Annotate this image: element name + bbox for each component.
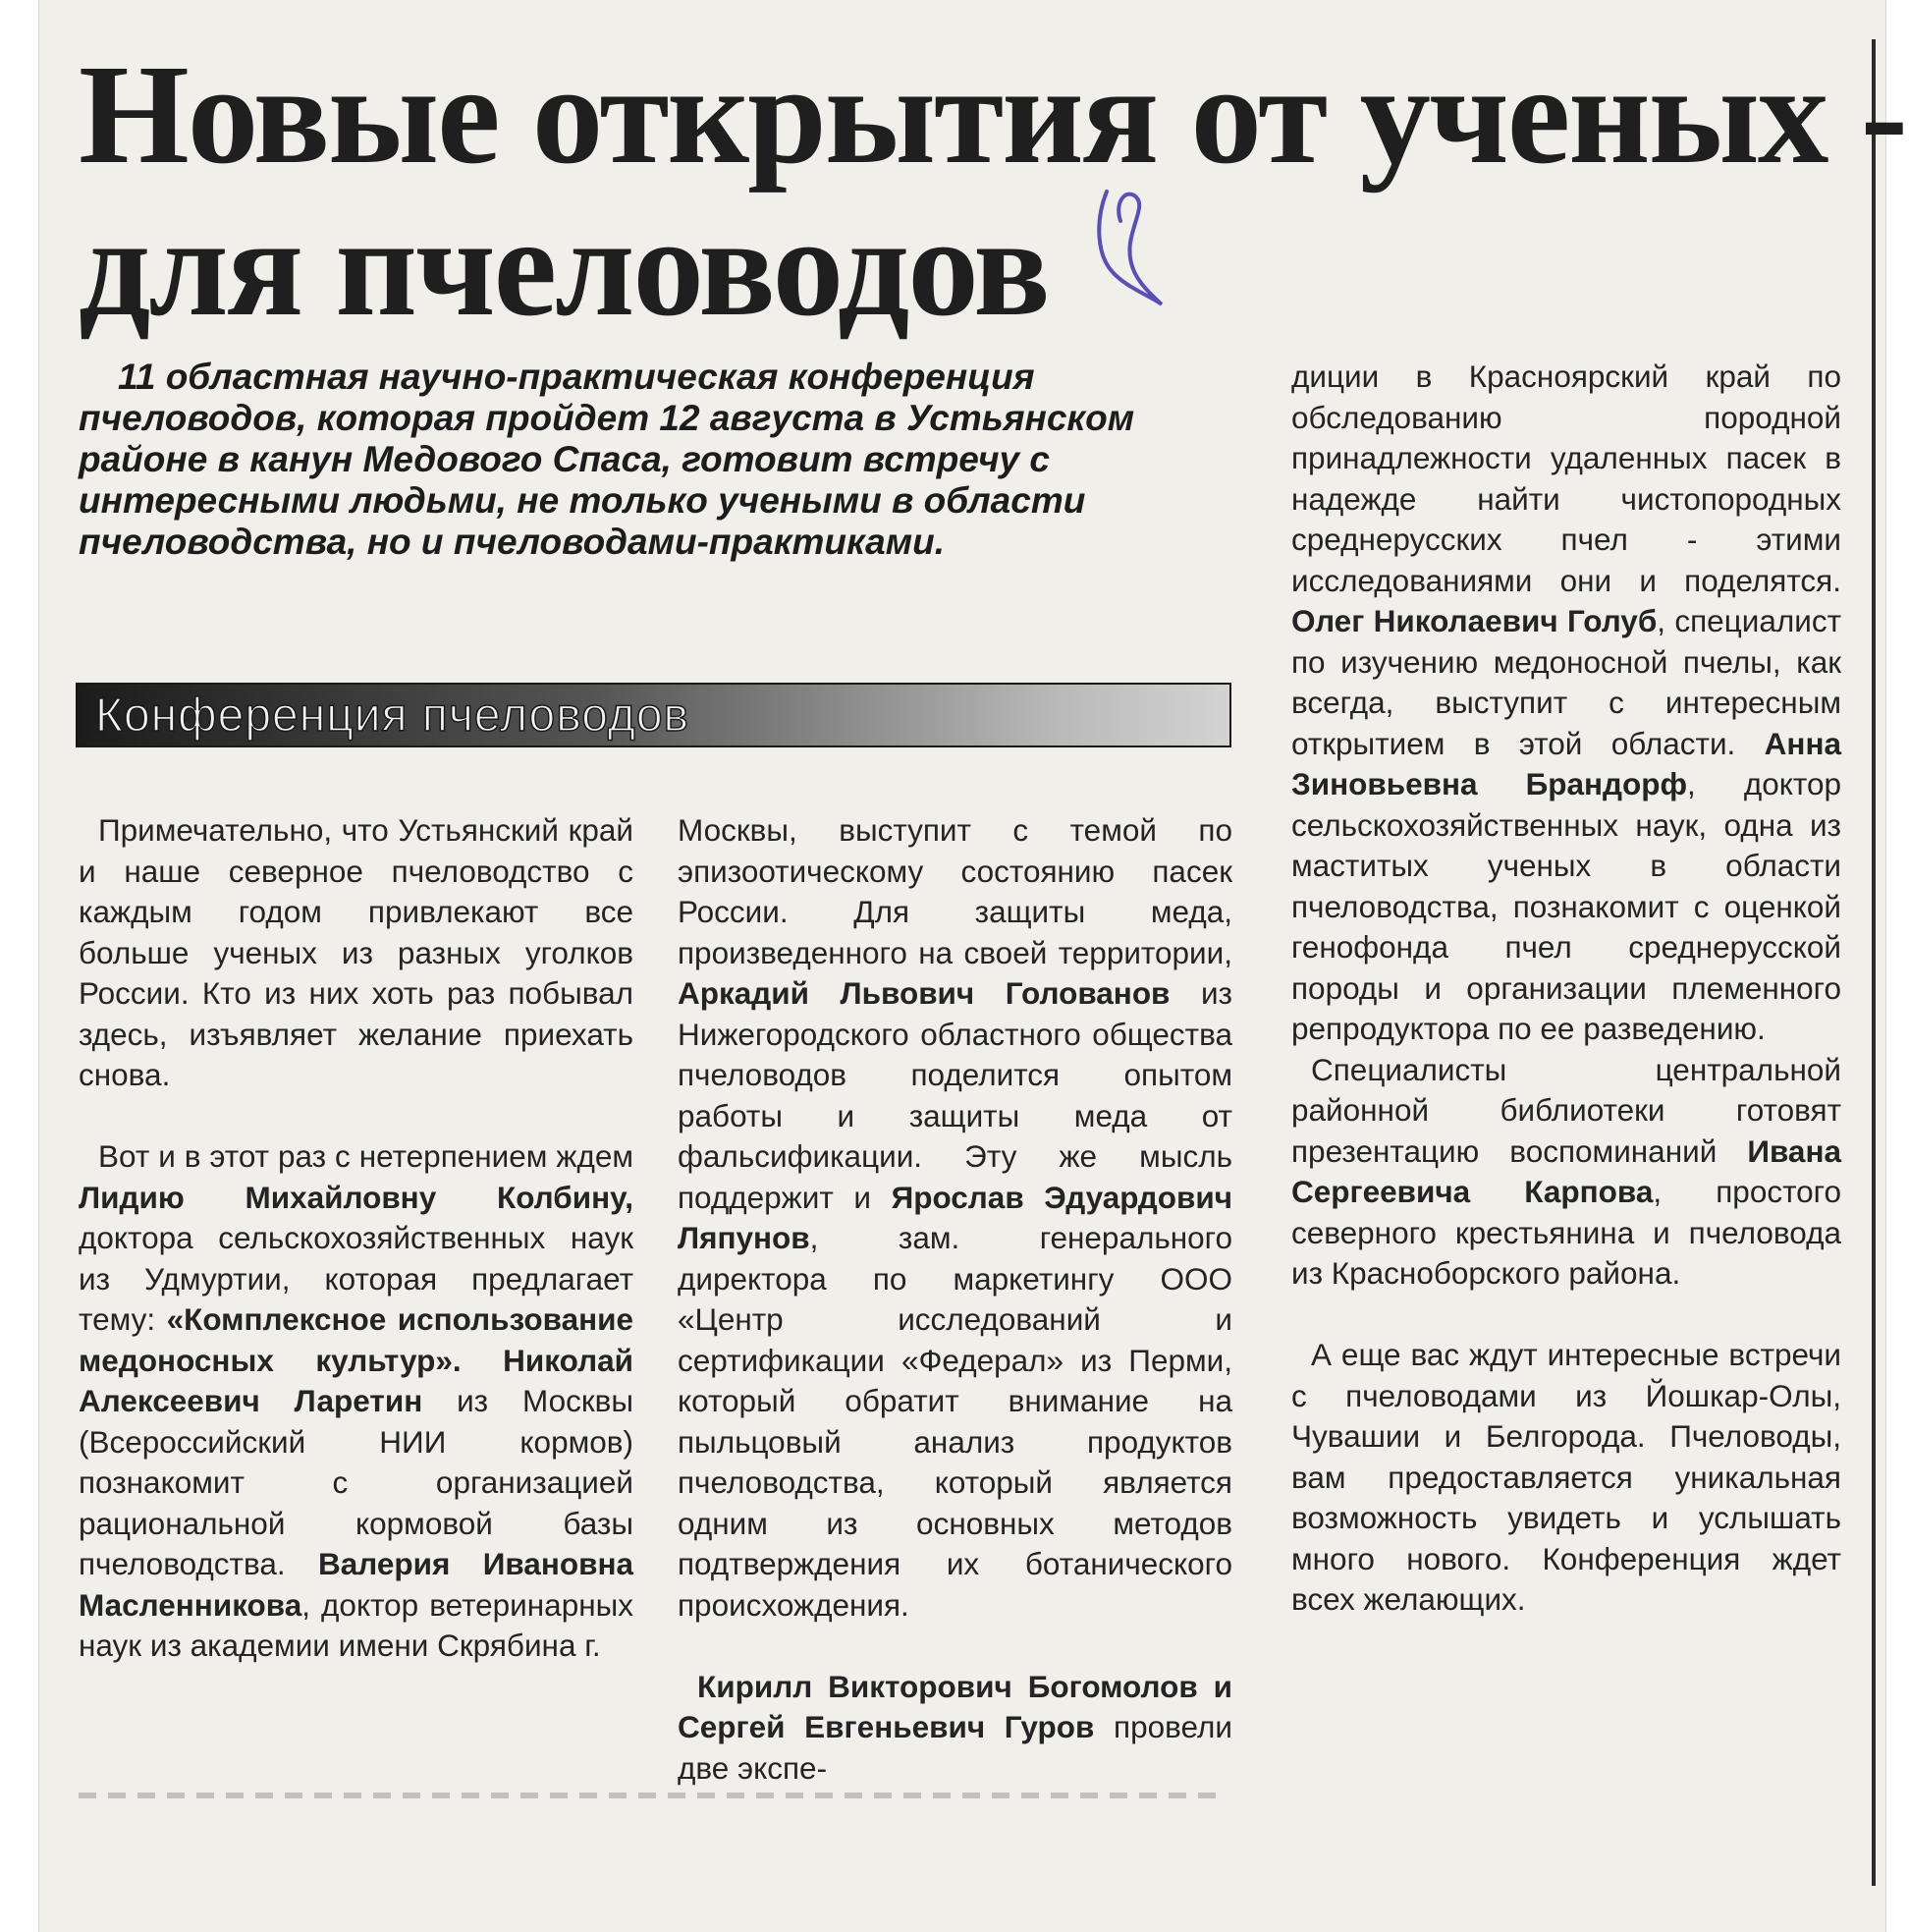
person-name: Лидию Михайловну Колбину, [79, 1179, 633, 1215]
column3-paragraph-1 [1291, 357, 1841, 1050]
column2-paragraph-2 [678, 1667, 1232, 1790]
article-column-3 [1291, 357, 1841, 1621]
talk-theme: «Комплексное использование медоносных культур». [79, 1301, 634, 1378]
person-name: Николай Алексеевич Ларетин [79, 1342, 633, 1418]
headline-line-1: Новые открытия от ученых - [79, 36, 1906, 193]
text-run: Москвы, выступит с темой по эпизоотическому состоянию пасек России. Для защиты меда, произведенного на своей территории, [678, 812, 1232, 970]
person-name: Анна Зиновьевна Брандорф [1291, 725, 1841, 801]
headline-line-2: для пчеловодов [79, 189, 1049, 346]
text-run [462, 1343, 504, 1378]
text-run: диции в Красноярский край по обследованию породной принадлежности удаленных пасек в надежде найти чистопородных среднерусских пчел - этими исследованиями они и поделятся. [1291, 359, 1841, 598]
clipping-edge-divider [1872, 39, 1876, 1886]
text-run: , зам. генерального директора по маркетингу ООО «Центр исследований и сертификации «Федерал» из Перми, который обратит внимание на пыльцовый анализ продуктов пчеловодства, который является одним из основных методов подтверждения их ботанического происхождения. [678, 1220, 1232, 1623]
section-header-bar [76, 683, 1231, 747]
text-run: , простого северного крестьянина и пчеловода из Красноборского района. [1291, 1174, 1841, 1291]
lead-paragraph: 11 областная научно-практическая конференция пчеловодов, которая пройдет 12 августа в Устьянском районе в канун Медового Спаса, готовит встречу с интересными людьми, не только учеными в области пчеловодства, но и пчеловодами-практиками. [79, 357, 1135, 562]
text-run: из Нижегородского областного общества пчеловодов поделится опытом работы и защиты меда от фальсификации. Эту же мысль поддержит и [678, 975, 1232, 1215]
column1-paragraph-1: Примечательно, что Устьянский край и наше северное пчеловодство с каждым годом привлекают все больше ученых из разных уголков России. Кто из них хоть раз побывал здесь, изъявляет желание приехать снова. [79, 812, 633, 1092]
article-column-1 [79, 810, 633, 1667]
text-run: из Москвы (Всероссийский НИИ кормов) познакомит с организацией рациональной кормовой базы пчеловодства. [79, 1383, 633, 1581]
column3-paragraph-2 [1291, 1050, 1841, 1295]
person-name: Кирилл Викторович Богомолов и Сергей Евгеньевич Гуров [678, 1668, 1232, 1744]
text-run: провели две экспе- [678, 1709, 1232, 1786]
column2-paragraph-1 [678, 810, 1232, 1626]
text-run: , доктор ветеринарных наук из академии имени Скрябина г. [79, 1586, 633, 1663]
person-name: Валерия Ивановна Масленникова [79, 1546, 633, 1623]
text-run: , специалист по изучению медоносной пчелы, как всегда, выступит с интересным открытием в этой области. [1291, 603, 1841, 761]
text-run: , доктор сельскохозяйственных наук, одна из маститых ученых в области пчеловодства, познакомит с оценкой генофонда пчел среднерусской породы и организации племенного репродуктора по ее разведению. [1291, 766, 1841, 1046]
person-name: Олег Николаевич Голуб [1291, 603, 1658, 638]
section-title: Конференция пчеловодов [95, 690, 690, 742]
person-name: Ярослав Эдуардович Ляпунов [678, 1179, 1232, 1255]
text-run: Вот и в этот раз с нетерпением ждем [98, 1138, 633, 1174]
column1-paragraph-2 [79, 1136, 633, 1667]
pen-mark-icon [1085, 182, 1173, 309]
text-run: доктора сельскохозяйственных наук из Удмуртии, которая предлагает тему: [79, 1220, 633, 1337]
person-name: Аркадий Львович Голованов [678, 975, 1171, 1011]
text-run: Специалисты центральной районной библиотеки готовят презентацию воспоминаний [1291, 1051, 1841, 1169]
person-name: Ивана Сергеевича Карпова [1291, 1132, 1841, 1209]
article-column-2 [678, 810, 1232, 1789]
scan-streak [79, 1793, 1227, 1798]
column3-paragraph-3: А еще вас ждут интересные встречи с пчеловодами из Йошкар-Олы, Чувашии и Белгорода. Пчеловоды, вам предоставляется уникальная возможность увидеть и услышать много нового. Конференция ждет всех желающих. [1291, 1337, 1841, 1617]
